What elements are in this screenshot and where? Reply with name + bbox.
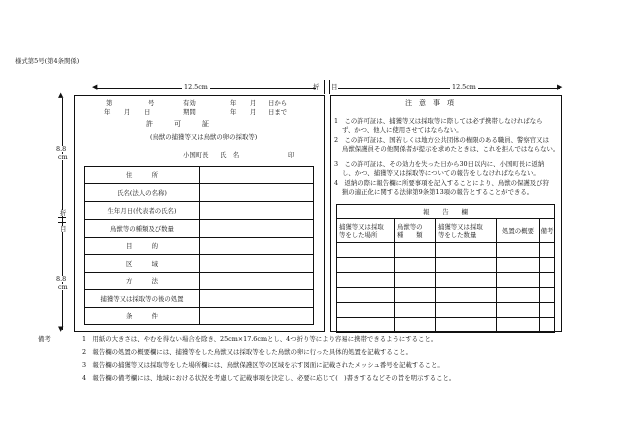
height-unit-top: cm (58, 153, 68, 161)
arrow-left-icon: ◀ (92, 83, 98, 91)
remarks-label: 備考 (38, 335, 51, 343)
eye-label-top: 目 (331, 83, 338, 91)
permit-subtitle: (鳥獣の捕獲等又は鳥獣の卵の採取等) (150, 133, 258, 141)
report-header-species: 鳥獣等の 種 類 (395, 219, 436, 243)
arrow-right-icon: ▶ (557, 83, 563, 91)
name-value[interactable] (200, 184, 314, 202)
notes-title: 注 意 事 項 (405, 99, 454, 107)
width-label-left: 12.5cm (184, 83, 208, 91)
table-row[interactable] (337, 273, 555, 288)
arrow-down-icon: ▼ (58, 325, 64, 333)
report-header-place: 捕獲等又は採取 等をした場所 (337, 219, 395, 243)
report-header-quantity: 捕獲等又は採取 等をした数量 (436, 219, 497, 243)
report-header-row (337, 219, 555, 243)
width-dimension-line-right (338, 88, 560, 89)
eye-label-side: 目 (60, 225, 67, 233)
report-title: 報 告 欄 (337, 205, 555, 219)
conditions-value[interactable] (200, 308, 314, 325)
table-row: 条 件 (85, 308, 314, 325)
fold-mark-b (58, 222, 66, 223)
report-header-disposal: 処置の概要 (497, 219, 540, 243)
disposal-value[interactable] (200, 290, 314, 308)
table-row: 捕獲等又は採取等の後の処置 (85, 290, 314, 308)
table-row: 生年月日(代表者の氏名) (85, 202, 314, 220)
fold-tick-right (329, 80, 330, 94)
fold-label-side: 折 (60, 209, 67, 217)
table-row[interactable] (337, 288, 555, 303)
species-quantity-value[interactable] (200, 220, 314, 238)
arrow-up-icon: ▲ (58, 91, 64, 99)
height-label-top: 8.8 (56, 145, 67, 153)
table-row[interactable] (337, 318, 555, 333)
width-label-right: 12.5cm (452, 83, 476, 91)
permit-title: 許 可 証 (146, 120, 209, 128)
issuer-label: 小国町長 (183, 151, 209, 159)
height-unit-bottom: cm (58, 283, 68, 291)
issuer-name-label: 氏 名 (220, 151, 240, 159)
table-row: 方 法 (85, 273, 314, 290)
area-value[interactable] (200, 255, 314, 273)
height-label-bottom: 8.8 (56, 275, 67, 283)
table-row[interactable] (337, 303, 555, 318)
table-row: 目 的 (85, 238, 314, 255)
seal-mark: 印 (288, 151, 295, 159)
table-row: 住 所 (85, 167, 314, 184)
report-table (336, 204, 555, 333)
method-value[interactable] (200, 273, 314, 290)
fold-mark-a (58, 217, 66, 218)
form-title: 様式第5号(第4条関係) (15, 57, 80, 65)
fold-label-top: 折 (313, 83, 320, 91)
birthdate-value[interactable] (200, 202, 314, 220)
table-row: 鳥獣等の種類及び数量 (85, 220, 314, 238)
table-row[interactable] (337, 258, 555, 273)
purpose-value[interactable] (200, 238, 314, 255)
table-row: 氏名(法人の名称) (85, 184, 314, 202)
fold-tick-left (324, 80, 325, 94)
report-header-remarks: 備考 (540, 219, 555, 243)
table-row[interactable] (337, 243, 555, 258)
permit-table (84, 166, 314, 325)
table-row: 区 域 (85, 255, 314, 273)
address-value[interactable] (200, 167, 314, 184)
